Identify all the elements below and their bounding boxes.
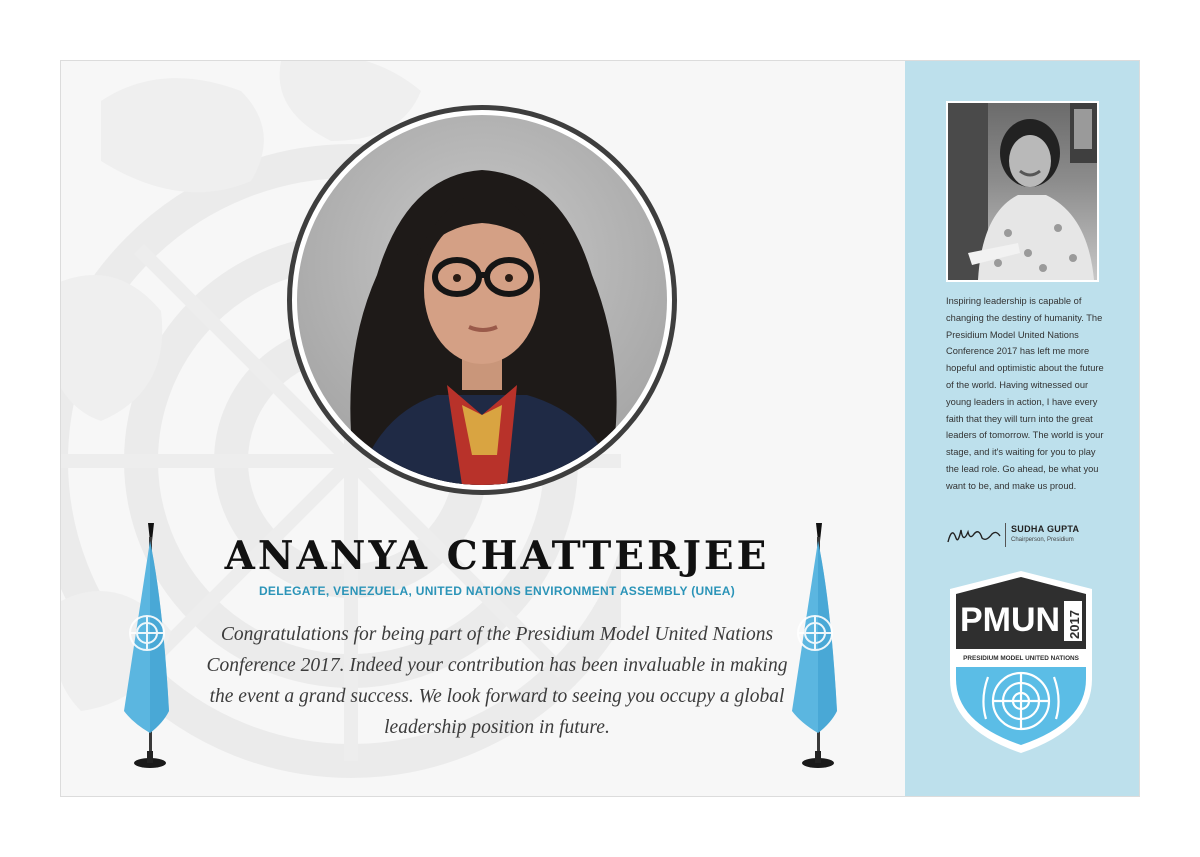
signature-divider	[1005, 523, 1006, 547]
logo-tagline: PRESIDIUM MODEL UNITED NATIONS	[963, 655, 1079, 662]
delegate-role: DELEGATE, VENEZUELA, UNITED NATIONS ENVIRONMENT ASSEMBLY (UNEA)	[258, 584, 736, 598]
chairperson-panel	[905, 61, 1140, 796]
logo-year: 2017	[1067, 610, 1082, 639]
chairperson-quote: Inspiring leadership is capable of changing the destiny of humanity. The Presidium Model United Nations Conference 2017 has left me more hopeful and optimistic about the future of the world. Having witnessed our young leaders in action, I have every faith that they will turn into the great leaders of tomorrow. The world is your stage, and it's waiting for you to play the lead role. Go ahead, be what you want to be, and make us proud.	[946, 296, 1104, 491]
chairperson-portrait-illustration	[948, 103, 1097, 280]
delegate-photo	[297, 115, 667, 485]
pmun-logo	[946, 569, 1096, 755]
delegate-name: ANANYA CHATTERJEE	[224, 533, 770, 579]
congratulations-message: Congratulations for being part of the Presidium Model United Nations Conference 2017. Indeed your contribution has been invaluable in making the event a grand success. We look forward to seeing you occupy a global leadership position in future.	[206, 624, 788, 738]
un-flag-icon	[787, 523, 851, 773]
chairperson-photo	[946, 101, 1099, 282]
un-flag-icon	[119, 523, 183, 773]
signature-image	[946, 522, 1002, 548]
logo-wordmark: PMUN	[960, 601, 1061, 639]
signatory-name: SUDHA GUPTA	[1011, 524, 1080, 534]
signatory-title: Chairperson, Presidium	[1011, 537, 1074, 543]
delegate-portrait-illustration	[297, 115, 667, 485]
certificate-main	[61, 61, 906, 796]
certificate-card	[60, 60, 1140, 797]
delegate-photo-frame	[287, 105, 677, 495]
